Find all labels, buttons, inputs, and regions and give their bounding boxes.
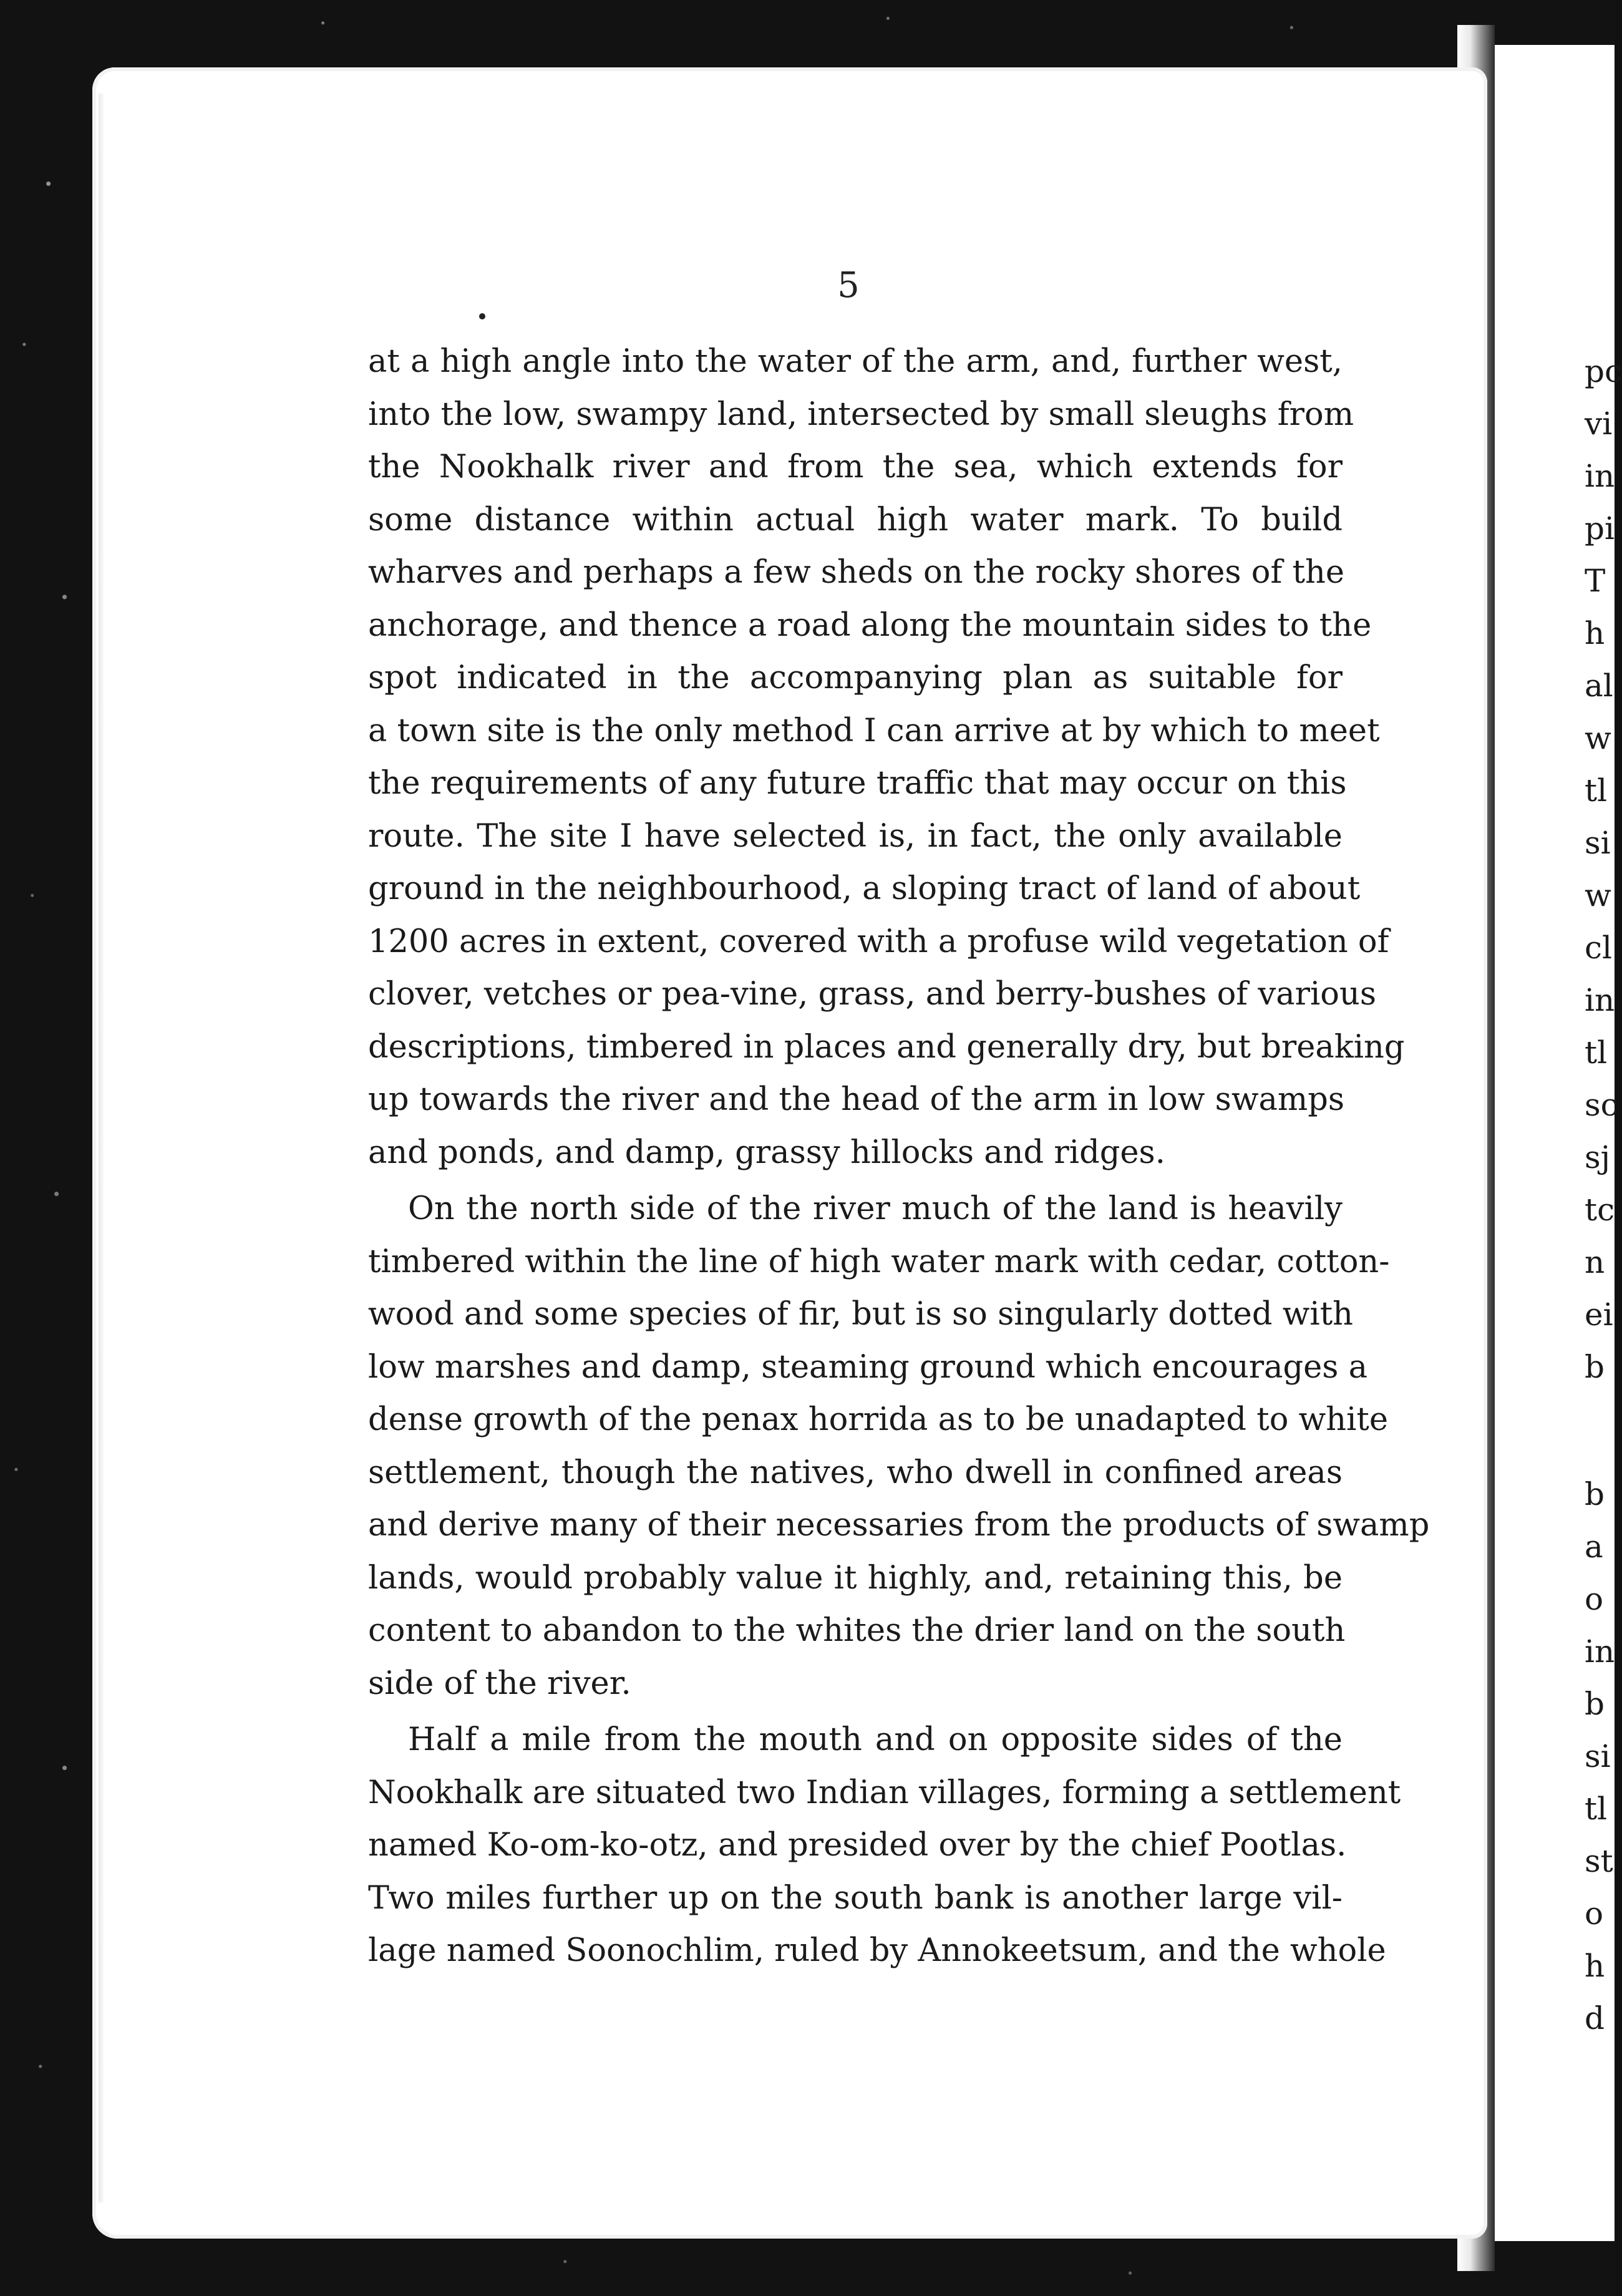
text-line: at a high angle into the water of the arm, and, further west, [368, 343, 1343, 380]
facing-fragment: pi [1585, 510, 1615, 547]
facing-fragment: al [1585, 668, 1613, 704]
page-edge [99, 94, 105, 2202]
facing-fragment: in [1585, 1633, 1615, 1670]
text-line: settlement, though the natives, who dwell in confined areas [368, 1454, 1343, 1491]
facing-fragment: sc [1585, 1087, 1618, 1123]
facing-fragment: tl [1585, 772, 1608, 809]
facing-fragment: sj [1585, 1139, 1611, 1175]
facing-fragment: d [1585, 2000, 1605, 2036]
text-line: side of the river. [368, 1665, 631, 1702]
facing-fragment: b [1585, 1686, 1605, 1722]
text-line: clover, vetches or pea-vine, grass, and berry-bushes of various [368, 976, 1377, 1013]
text-line: spot indicated in the accompanying plan as suitable for [368, 659, 1343, 696]
text-line: and derive many of their necessaries from the products of swamp [368, 1507, 1430, 1544]
facing-fragment: T [1585, 563, 1606, 599]
facing-fragment: vi [1585, 406, 1613, 442]
facing-fragment: in [1585, 982, 1615, 1018]
text-line: the requirements of any future traffic that may occur on this [368, 765, 1347, 802]
text-line: 1200 acres in extent, covered with a profuse wild vegetation of [368, 923, 1389, 960]
text-line: descriptions, timbered in places and generally dry, but breaking [368, 1028, 1405, 1066]
text-line: On the north side of the river much of the land is heavily [408, 1190, 1343, 1227]
facing-fragment: b [1585, 1349, 1605, 1385]
page-number: 5 [837, 265, 860, 306]
facing-fragment: h [1585, 615, 1605, 651]
facing-fragment: o [1585, 1581, 1604, 1617]
facing-fragment: pc [1585, 353, 1622, 389]
facing-fragment: si [1585, 825, 1611, 861]
facing-fragment: n [1585, 1244, 1605, 1280]
text-line: Nookhalk are situated two Indian villages, forming a settlement [368, 1774, 1401, 1811]
text-line: timbered within the line of high water mark with cedar, cotton- [368, 1243, 1390, 1280]
text-line: content to abandon to the whites the drier land on the south [368, 1612, 1346, 1649]
text-line: Two miles further up on the south bank is another large vil- [368, 1879, 1343, 1917]
text-line: route. The site I have selected is, in fact, the only available [368, 817, 1343, 855]
text-line: anchorage, and thence a road along the mountain sides to the [368, 606, 1372, 644]
text-line: some distance within actual high water mark. To build [368, 501, 1343, 538]
facing-fragment: w [1585, 720, 1611, 756]
facing-fragment: ei [1585, 1296, 1613, 1333]
facing-fragment: w [1585, 877, 1611, 913]
facing-fragment: st [1585, 1843, 1613, 1879]
text-line: lands, would probably value it highly, and, retaining this, be [368, 1559, 1343, 1597]
facing-fragment: cl [1585, 930, 1612, 966]
text-line: wood and some species of fir, but is so singularly dotted with [368, 1296, 1354, 1333]
text-line: lage named Soonochlim, ruled by Annokeetsum, and the whole [368, 1932, 1386, 1969]
body-text [368, 336, 1430, 1978]
text-line: low marshes and damp, steaming ground which encourages a [368, 1348, 1368, 1386]
facing-fragment: tl [1585, 1034, 1608, 1071]
text-line: into the low, swampy land, intersected by small sleughs from [368, 396, 1354, 433]
text-line: wharves and perhaps a few sheds on the rocky shores of the [368, 554, 1345, 591]
facing-fragment: h [1585, 1948, 1605, 1984]
facing-fragment: si [1585, 1738, 1611, 1774]
text-line: the Nookhalk river and from the sea, which extends for [368, 449, 1343, 485]
facing-fragment: a [1585, 1529, 1603, 1565]
text-line: ground in the neighbourhood, a sloping tract of land of about [368, 870, 1361, 907]
facing-fragment: tc [1585, 1192, 1615, 1228]
facing-fragment: tl [1585, 1791, 1608, 1827]
text-line: up towards the river and the head of the arm in low swamps [368, 1081, 1345, 1118]
text-line: a town site is the only method I can arrive at by which to meet [368, 712, 1380, 749]
text-line: and ponds, and damp, grassy hillocks and ridges. [368, 1134, 1165, 1171]
facing-fragment: o [1585, 1895, 1604, 1932]
ink-dot [479, 313, 485, 319]
text-line: Half a mile from the mouth and on opposite sides of the [408, 1721, 1343, 1758]
facing-fragment: b [1585, 1476, 1605, 1512]
text-line: dense growth of the penax horrida as to be unadapted to white [368, 1401, 1389, 1438]
text-line: named Ko-om-ko-otz, and presided over by the chief Pootlas. [368, 1827, 1347, 1864]
facing-fragment: in [1585, 458, 1615, 494]
